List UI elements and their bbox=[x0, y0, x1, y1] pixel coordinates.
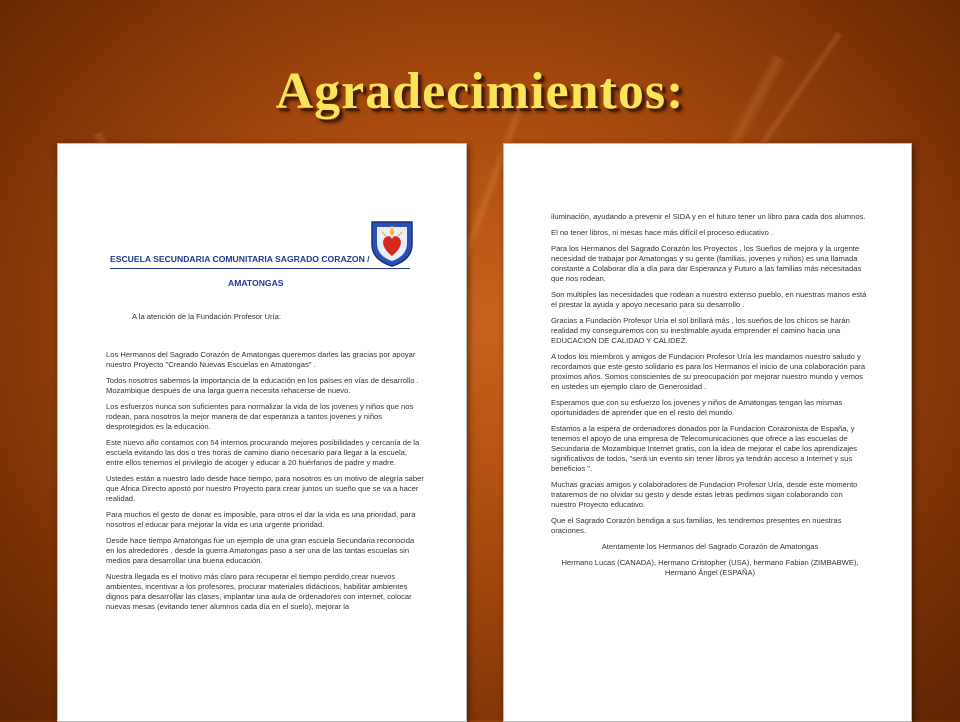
school-name: ESCUELA SECUNDARIA COMUNITARIA SAGRADO CORAZON / bbox=[110, 254, 370, 264]
paragraph: Los esfuerzos nunca son suficientes para normalizar la vida de los jovenes y niños que nos rodean, para nosotros la mejor manera de dar esperanza a tantos jovenes y niños desprotegidos es la educación. bbox=[106, 402, 414, 431]
paragraph: Nuestra llegada es el motivo más claro para recuperar el tiempo perdido,crear nuevos ambientes, incentivar a los profesores, procurar materiales didácticos, habilitar ambientes dignos para desarrollar las clases, implantar una aula de ordenadores con internet, colocar nuevas mesas (evitando tener alumnos cada día en el suelo), mejorar la bbox=[106, 572, 412, 611]
letter-body bbox=[106, 350, 424, 618]
paragraph: A todos los miembros y amigos de Fundacion Profesor Uría les mandamos nuestro saludo y recordamos que este gesto solidario es para los Hermanos el inicio de una colaboración para proximos años. Somos conscientes de su preocupación por mejorar nuestro mundo y vemos en ustedes un ejemplo claro de Generosidad . bbox=[551, 352, 866, 391]
paragraph: Esperamos que con su esfuerzo los jovenes y niños de Amatongas tengan las mismas oportunidades de aprender que en el resto del mundo. bbox=[551, 398, 843, 417]
paragraph: Ustedes están a nuestro lado desde hace tiempo, para nosotros es un motivo de alegría saber que Africa Directo apostó por nuestro Proyecto para crear juntos un sueño que se va a hacer realidad. bbox=[106, 474, 424, 503]
paragraph: Muchas gracias amigos y colaboradores de Fundacion Profesor Uría, desde este momento trataremos de no olvidar su gesto y desde estas letras pedimos sigan colaborando con nuestro Proyecto educativo. bbox=[551, 480, 858, 509]
letter-page-2 bbox=[503, 143, 912, 722]
paragraph: Este nuevo año contamos con 54 internos procurando mejores posibilidades y cercanía de la escuela evitando las dos o tres horas de camino diario necesario para llegar a la escuela, entre ellos tenemos el privilegio de acoger y educar a 20 huérfanos de padre y madre. bbox=[106, 438, 420, 467]
paragraph: Los Hermanos del Sagrado Corazón de Amatongas queremos darles las gracias por apoyar nuestro Proyecto "Creando Nuevas Escuelas en Amatongas" . bbox=[106, 350, 416, 369]
paragraph: Son multiples las necesidades que rodean a nuestro extenso pueblo, en nuestras manos está el prestar la ayuda y apoyo necesario para su desarrollo . bbox=[551, 290, 867, 309]
signers-line: Hermano Lucas (CANADA), Hermano Cristopher (USA), hermano Fabian (ZIMBABWE), Hermano Ángel (ESPAÑA) bbox=[561, 558, 859, 577]
paragraph: Estamos a la espera de ordenadores donados por la Fundacion Corazonista de España, y tenemos el apoyo de una empresa de Telecomunicaciones que ofrece a las escuelas de Secundaria de Mozambique Internet gratis, con la idea de mejorar el cabe los aprendizajes significativos de todos, "será un evento sin tener libros ya tendrán acceso a Internet y sus beneficios ". bbox=[551, 424, 858, 473]
letter-page-1 bbox=[57, 143, 467, 722]
paragraph: Para los Hermanos del Sagrado Corazón los Proyectos , los Sueños de mejora y la urgente necesidad de trabajar por Amatongas y su gente (familias, jovenes y niños) es una llamada constante a Colaborar día a día para dar Esperanza y Futuro a las familias más necesitadas que nos rodean. bbox=[551, 244, 862, 283]
paragraph: Desde hace tiempo Amatongas fue un ejemplo de una gran escuela Secundaria reconocida en los alrededores , desde la guerra Amatongas paso a ser una de las tantas escuelas sin medios para desarrollar una buena educación. bbox=[106, 536, 415, 565]
paragraph: Que el Sagrado Corazón bendiga a sus familias, les tendremos presentes en nuestras oraciones. bbox=[551, 516, 842, 535]
paragraph: iluminación, ayudando a prevenir el SIDA y en el futuro tener un libro para cada dos alumnos. bbox=[551, 212, 866, 221]
school-location: AMATONGAS bbox=[228, 278, 284, 288]
attention-line: A la atención de la Fundación Profesor Uría: bbox=[132, 312, 282, 321]
paragraph: Gracias a Fundación Profesor Uría el sol brillará más , los sueños de los chicos se harán realidad my conseguiremos con su inestimable ayuda emprender el camino hacia una EDUCACION DE CALIDAD Y CALIDEZ. bbox=[551, 316, 850, 345]
paragraph: Para muchos el gesto de donar es imposible, para otros el dar la vida es una prioridad, para nosotros el educar para mejorar la vida es una urgente prioridad. bbox=[106, 510, 416, 529]
closing-line: Atentamente los Hermanos del Sagrado Corazón de Amatongas bbox=[601, 542, 819, 551]
paragraph: El no tener libros, ni mesas hace más difícil el proceso educativo . bbox=[551, 228, 774, 237]
letter-body bbox=[551, 212, 869, 584]
divider bbox=[110, 268, 410, 269]
paragraph: Todos nosotros sabemos la importancia de la educación en los países en vías de desarrollo . Mozambique después de una larga guerra necesita rehacerse de nuevo. bbox=[106, 376, 419, 395]
slide-title: Agradecimientos: bbox=[275, 63, 685, 120]
